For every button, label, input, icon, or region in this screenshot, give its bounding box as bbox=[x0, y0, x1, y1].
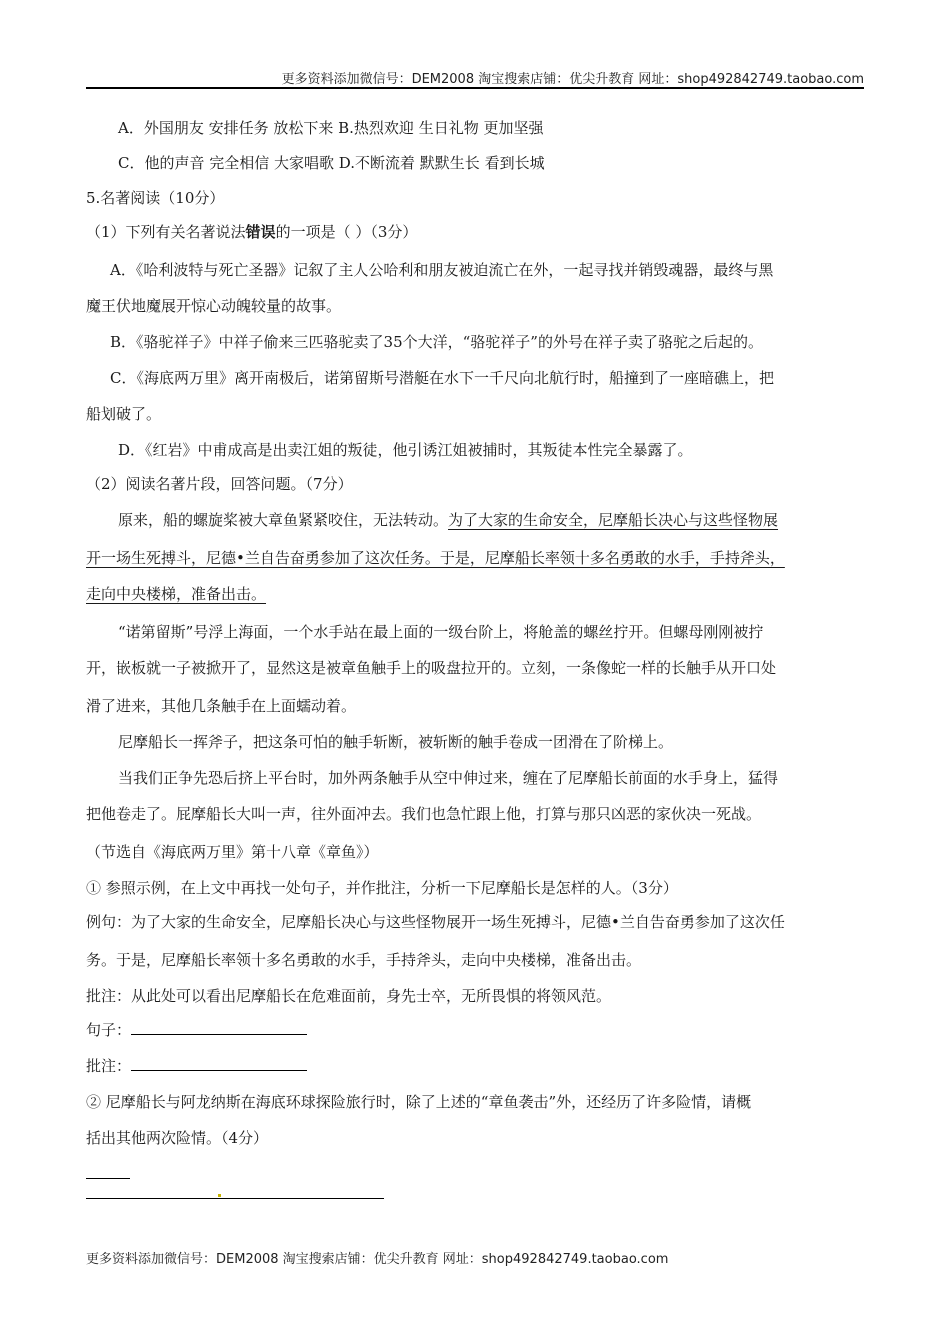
answer-line-long[interactable] bbox=[86, 1198, 384, 1199]
q5-sub1-post: 的一项是（ ）（3分） bbox=[275, 223, 418, 241]
passage-p2-line-3: 滑了进来，其他几条触手在上面蠕动着。 bbox=[86, 697, 357, 715]
passage-source: （节选自《海底两万里》第十八章《章鱼》） bbox=[86, 843, 379, 861]
choice-a-line-1: A．《哈利波特与死亡圣器》记叙了主人公哈利和朋友被迫流亡在外，一起寻找并销毁魂器，最终与黑 bbox=[110, 261, 774, 279]
choice-b-line-1: B．《骆驼祥子》中祥子偷来三匹骆驼卖了35个大洋，“骆驼祥子”的外号在祥子卖了骆驼之后起的。 bbox=[110, 333, 763, 351]
q5-sub1-bold: 错误 bbox=[245, 223, 276, 241]
sentence-answer-row bbox=[86, 1020, 307, 1040]
q5-sub1-pre: （1）下列有关名著说法 bbox=[86, 223, 246, 241]
question-1: ① 参照示例，在上文中再找一处句子，并作批注，分析一下尼摩船长是怎样的人。（3分） bbox=[86, 879, 678, 897]
passage-p4-line-1: 当我们正争先恐后挤上平台时，加外两条触手从空中伸过来，缠在了尼摩船长前面的水手身上，猛得 bbox=[118, 769, 779, 787]
q5-sub2: （2）阅读名著片段，回答问题。（7分） bbox=[86, 475, 353, 493]
q5-title: 5.名著阅读（10分） bbox=[86, 189, 225, 207]
options-line-2: C．他的声音 完全相信 大家唱歌 D.不断流着 默默生长 看到长城 bbox=[118, 154, 545, 172]
example-line-2: 务。于是，尼摩船长率领十多名勇敢的水手，手持斧头，走向中央楼梯，准备出击。 bbox=[86, 951, 642, 969]
example-note: 批注：从此处可以看出尼摩船长在危难面前，身先士卒，无所畏惧的将领风范。 bbox=[86, 987, 612, 1005]
header-divider bbox=[86, 87, 864, 89]
passage-p1-line-2: 开一场生死搏斗，尼德•兰自告奋勇参加了这次任务。于是，尼摩船长率领十多名勇敢的水手，手持斧头， bbox=[86, 549, 785, 567]
mark-dot bbox=[218, 1194, 221, 1197]
page-header: 更多资料添加微信号：DEM2008 淘宝搜索店铺：优尖升教育 网址：shop492842749.taobao.com bbox=[281, 72, 864, 87]
options-line-1: A．外国朋友 安排任务 放松下来 B.热烈欢迎 生日礼物 更加坚强 bbox=[118, 119, 544, 137]
q5-sub1 bbox=[86, 222, 417, 242]
page-footer: 更多资料添加微信号：DEM2008 淘宝搜索店铺：优尖升教育 网址：shop492842749.taobao.com bbox=[86, 1252, 669, 1267]
choice-a-line-2: 魔王伏地魔展开惊心动魄较量的故事。 bbox=[86, 297, 342, 315]
passage-p2-line-1: “诺第留斯”号浮上海面，一个水手站在最上面的一级台阶上，将舱盖的螺丝拧开。但螺母刚刚被拧 bbox=[118, 623, 764, 641]
question-2-line-1: ② 尼摩船长与阿龙纳斯在海底环球探险旅行时，除了上述的“章鱼袭击”外，还经历了许多险情，请概 bbox=[86, 1093, 752, 1111]
passage-p1-line-1 bbox=[118, 510, 778, 530]
note-answer-blank[interactable] bbox=[131, 1056, 307, 1071]
choice-c-line-1: C．《海底两万里》离开南极后，诺第留斯号潜艇在水下一千尺向北航行时，船撞到了一座暗礁上，把 bbox=[110, 369, 774, 387]
note-answer-row bbox=[86, 1056, 307, 1076]
passage-p4-line-2: 把他卷走了。屁摩船长大叫一声，往外面冲去。我们也急忙跟上他，打算与那只凶恶的家伙决一死战。 bbox=[86, 805, 762, 823]
answer-line-short[interactable] bbox=[86, 1178, 130, 1179]
sentence-answer-blank[interactable] bbox=[131, 1020, 307, 1035]
note-label: 批注： bbox=[86, 1057, 132, 1075]
passage-p1-underlined: 为了大家的生命安全，尼摩船长决心与这些怪物展 bbox=[448, 511, 779, 529]
sentence-label: 句子： bbox=[86, 1021, 132, 1039]
choice-c-line-2: 船划破了。 bbox=[86, 405, 162, 423]
example-line-1: 例句：为了大家的生命安全，尼摩船长决心与这些怪物展开一场生死搏斗，尼德•兰自告奋勇参加了这次任 bbox=[86, 913, 785, 931]
passage-p2-line-2: 开，嵌板就一子被掀开了，显然这是被章鱼触手上的吸盘拉开的。立刻，一条像蛇一样的长触手从开口处 bbox=[86, 659, 777, 677]
passage-p1-line-3: 走向中央楼梯，准备出击。 bbox=[86, 585, 267, 603]
choice-d-line-1: D．《红岩》中甫成高是出卖江姐的叛徒，他引诱江姐被捕时，其叛徒本性完全暴露了。 bbox=[118, 441, 693, 459]
passage-p3: 尼摩船长一挥斧子，把这条可怕的触手斩断，被斩断的触手卷成一团滑在了阶梯上。 bbox=[118, 733, 674, 751]
question-2-line-2: 括出其他两次险情。（4分） bbox=[86, 1129, 269, 1147]
passage-p1-text: 原来，船的螺旋桨被大章鱼紧紧咬住，无法转动。 bbox=[118, 511, 449, 529]
